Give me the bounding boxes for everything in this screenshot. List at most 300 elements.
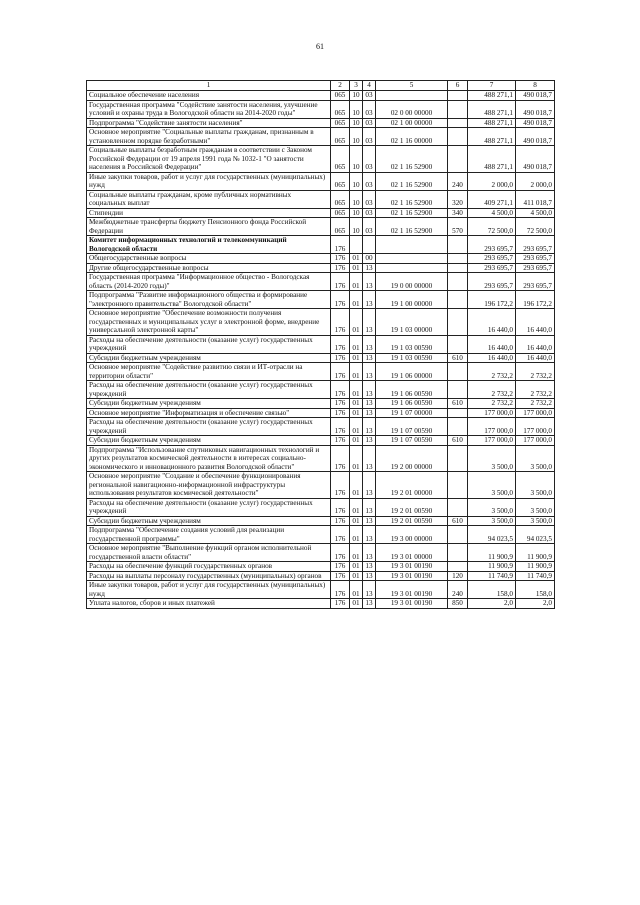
- col-expense-type: [448, 128, 468, 146]
- col-target-article: 02 1 16 52900: [376, 218, 448, 236]
- table-header-row: [87, 81, 555, 91]
- col-amount-year-1: 2 000,0: [468, 172, 516, 190]
- col-amount-year-2: 2 732,2: [516, 381, 555, 399]
- col-subsection: 03: [363, 208, 376, 218]
- row-name: Основное мероприятие "Создание и обеспечение функционирования региональной навигационно-информационной инфраструктуры использования результатов космической деятельности": [87, 472, 331, 499]
- col-amount-year-2: 16 440,0: [516, 335, 555, 353]
- col-target-article: 19 1 07 00590: [376, 436, 448, 446]
- col-expense-type: 340: [448, 208, 468, 218]
- row-name: Подпрограмма "Развитие информационного общества и формирование "электронного правительства" Вологодской области": [87, 291, 331, 309]
- col-amount-year-2: 177 000,0: [516, 418, 555, 436]
- row-name: Основное мероприятие "Выполнение функций органом исполнительной государственной власти области": [87, 544, 331, 562]
- table-row: [87, 254, 555, 264]
- budget-table: [86, 80, 555, 609]
- col-section: 01: [350, 273, 363, 291]
- col-section: 10: [350, 172, 363, 190]
- col-amount-year-2: 490 018,7: [516, 100, 555, 118]
- col-amount-year-1: 11 900,9: [468, 562, 516, 572]
- col-section: 10: [350, 190, 363, 208]
- column-header: 5: [376, 81, 448, 91]
- col-subsection: 13: [363, 263, 376, 273]
- col-expense-type: 320: [448, 190, 468, 208]
- col-amount-year-1: 488 271,1: [468, 146, 516, 173]
- col-subsection: 13: [363, 291, 376, 309]
- col-amount-year-2: 3 500,0: [516, 516, 555, 526]
- row-name: Стипендии: [87, 208, 331, 218]
- col-subsection: 03: [363, 118, 376, 128]
- row-name: Расходы на обеспечение деятельности (оказание услуг) государственных учреждений: [87, 381, 331, 399]
- table-row: [87, 190, 555, 208]
- col-amount-year-1: 158,0: [468, 581, 516, 599]
- col-amount-year-2: 177 000,0: [516, 436, 555, 446]
- col-section: 01: [350, 291, 363, 309]
- table-row: [87, 418, 555, 436]
- col-subsection: 13: [363, 335, 376, 353]
- col-amount-year-1: 3 500,0: [468, 516, 516, 526]
- table-row: [87, 218, 555, 236]
- col-target-article: 02 1 16 52900: [376, 146, 448, 173]
- table-row: [87, 363, 555, 381]
- col-amount-year-1: 3 500,0: [468, 472, 516, 499]
- col-subsection: 03: [363, 91, 376, 101]
- col-target-article: 19 1 03 00590: [376, 335, 448, 353]
- col-subsection: 13: [363, 381, 376, 399]
- col-target-article: 02 0 00 00000: [376, 100, 448, 118]
- col-section: 10: [350, 128, 363, 146]
- col-amount-year-1: 16 440,0: [468, 335, 516, 353]
- col-amount-year-2: 177 000,0: [516, 408, 555, 418]
- row-name: Межбюджетные трансферты бюджету Пенсионного фонда Российской Федерации: [87, 218, 331, 236]
- col-admin-code: 065: [331, 128, 350, 146]
- col-amount-year-1: 293 695,7: [468, 263, 516, 273]
- col-section: 01: [350, 544, 363, 562]
- col-section: 10: [350, 218, 363, 236]
- row-name: Государственная программа "Содействие занятости населения, улучшение условий и охраны труда в Вологодской области на 2014-2020 годы": [87, 100, 331, 118]
- col-expense-type: [448, 254, 468, 264]
- col-subsection: 13: [363, 399, 376, 409]
- table-row: [87, 236, 555, 254]
- table-row: [87, 544, 555, 562]
- col-admin-code: 065: [331, 118, 350, 128]
- row-name: Общегосударственные вопросы: [87, 254, 331, 264]
- col-amount-year-1: 3 500,0: [468, 445, 516, 472]
- col-section: 10: [350, 100, 363, 118]
- table-row: [87, 498, 555, 516]
- col-admin-code: 176: [331, 445, 350, 472]
- col-expense-type: 120: [448, 571, 468, 581]
- col-target-article: [376, 254, 448, 264]
- col-amount-year-2: 3 500,0: [516, 472, 555, 499]
- col-subsection: 13: [363, 408, 376, 418]
- col-admin-code: 065: [331, 100, 350, 118]
- col-subsection: 03: [363, 100, 376, 118]
- table-row: [87, 571, 555, 581]
- col-subsection: 13: [363, 436, 376, 446]
- col-amount-year-2: 490 018,7: [516, 91, 555, 101]
- table-row: [87, 273, 555, 291]
- col-expense-type: [448, 544, 468, 562]
- col-admin-code: 176: [331, 408, 350, 418]
- col-section: 10: [350, 91, 363, 101]
- col-amount-year-2: 293 695,7: [516, 263, 555, 273]
- col-subsection: 13: [363, 472, 376, 499]
- col-amount-year-2: 411 018,7: [516, 190, 555, 208]
- col-target-article: 19 2 00 00000: [376, 445, 448, 472]
- page-number: 61: [316, 42, 324, 51]
- col-amount-year-2: 196 172,2: [516, 291, 555, 309]
- col-subsection: 03: [363, 128, 376, 146]
- table-row: [87, 599, 555, 609]
- col-amount-year-1: 488 271,1: [468, 128, 516, 146]
- row-name: Подпрограмма "Использование спутниковых навигационных технологий и других результатов космической деятельности в интересах социально-экономического и инновационного развития Вологодской области": [87, 445, 331, 472]
- col-target-article: 02 1 00 00000: [376, 118, 448, 128]
- col-target-article: [376, 91, 448, 101]
- col-section: 10: [350, 146, 363, 173]
- row-name: Основное мероприятие "Обеспечение возможности получения государственных и муниципальных услуг в электронной форме, внедрение универсальной электронной карты": [87, 309, 331, 336]
- col-section: 01: [350, 399, 363, 409]
- col-admin-code: 065: [331, 218, 350, 236]
- col-section: 01: [350, 599, 363, 609]
- row-name: Субсидии бюджетным учреждениям: [87, 516, 331, 526]
- col-section: 01: [350, 516, 363, 526]
- col-expense-type: [448, 445, 468, 472]
- col-amount-year-1: 2 732,2: [468, 399, 516, 409]
- col-expense-type: [448, 498, 468, 516]
- table-row: [87, 472, 555, 499]
- row-name: Комитет информационных технологий и телекоммуникаций Вологодской области: [87, 236, 331, 254]
- col-expense-type: [448, 526, 468, 544]
- col-expense-type: 610: [448, 436, 468, 446]
- col-amount-year-2: 11 740,9: [516, 571, 555, 581]
- col-expense-type: 850: [448, 599, 468, 609]
- col-admin-code: 176: [331, 544, 350, 562]
- col-expense-type: [448, 291, 468, 309]
- col-amount-year-1: 488 271,1: [468, 118, 516, 128]
- col-subsection: 13: [363, 581, 376, 599]
- col-subsection: 13: [363, 353, 376, 363]
- col-amount-year-1: 2,0: [468, 599, 516, 609]
- col-admin-code: 176: [331, 363, 350, 381]
- row-name: Расходы на обеспечение деятельности (оказание услуг) государственных учреждений: [87, 335, 331, 353]
- col-amount-year-2: 490 018,7: [516, 128, 555, 146]
- col-subsection: 13: [363, 562, 376, 572]
- col-section: [350, 236, 363, 254]
- col-amount-year-1: 293 695,7: [468, 273, 516, 291]
- col-target-article: 19 1 00 00000: [376, 291, 448, 309]
- table-row: [87, 526, 555, 544]
- col-section: 01: [350, 445, 363, 472]
- col-amount-year-1: 409 271,1: [468, 190, 516, 208]
- col-subsection: 13: [363, 273, 376, 291]
- col-target-article: 19 2 01 00590: [376, 516, 448, 526]
- col-amount-year-2: 490 018,7: [516, 118, 555, 128]
- col-admin-code: 176: [331, 436, 350, 446]
- col-amount-year-2: 2 000,0: [516, 172, 555, 190]
- col-expense-type: [448, 381, 468, 399]
- row-name: Государственная программа "Информационное общество - Вологодская область (2014-2020 годы)": [87, 273, 331, 291]
- col-admin-code: 176: [331, 571, 350, 581]
- col-amount-year-2: 293 695,7: [516, 236, 555, 254]
- col-expense-type: [448, 100, 468, 118]
- col-amount-year-2: 293 695,7: [516, 254, 555, 264]
- col-expense-type: [448, 418, 468, 436]
- col-section: 01: [350, 381, 363, 399]
- col-expense-type: [448, 562, 468, 572]
- col-admin-code: 176: [331, 562, 350, 572]
- col-admin-code: 176: [331, 291, 350, 309]
- col-amount-year-2: 293 695,7: [516, 273, 555, 291]
- col-amount-year-1: 2 732,2: [468, 363, 516, 381]
- col-section: 01: [350, 571, 363, 581]
- col-section: 10: [350, 208, 363, 218]
- col-target-article: 02 1 16 52900: [376, 190, 448, 208]
- row-name: Подпрограмма "Содействие занятости населения": [87, 118, 331, 128]
- col-expense-type: [448, 146, 468, 173]
- col-amount-year-1: 488 271,1: [468, 100, 516, 118]
- col-amount-year-2: 158,0: [516, 581, 555, 599]
- table-row: [87, 172, 555, 190]
- col-target-article: 19 1 07 00000: [376, 408, 448, 418]
- col-amount-year-1: 196 172,2: [468, 291, 516, 309]
- table-row: [87, 562, 555, 572]
- col-subsection: 13: [363, 599, 376, 609]
- col-subsection: [363, 236, 376, 254]
- col-admin-code: 176: [331, 472, 350, 499]
- col-subsection: 13: [363, 418, 376, 436]
- col-amount-year-1: 177 000,0: [468, 418, 516, 436]
- col-expense-type: 240: [448, 172, 468, 190]
- table-row: [87, 335, 555, 353]
- col-subsection: 13: [363, 363, 376, 381]
- col-expense-type: 610: [448, 516, 468, 526]
- table-row: [87, 263, 555, 273]
- col-target-article: 02 1 16 52900: [376, 172, 448, 190]
- col-admin-code: 065: [331, 91, 350, 101]
- col-admin-code: 176: [331, 581, 350, 599]
- table-row: [87, 399, 555, 409]
- col-target-article: 19 2 01 00000: [376, 472, 448, 499]
- col-expense-type: 610: [448, 399, 468, 409]
- col-target-article: 19 1 03 00590: [376, 353, 448, 363]
- col-expense-type: [448, 273, 468, 291]
- col-amount-year-1: 2 732,2: [468, 381, 516, 399]
- col-admin-code: 065: [331, 172, 350, 190]
- col-amount-year-1: 11 900,9: [468, 544, 516, 562]
- col-expense-type: 570: [448, 218, 468, 236]
- row-name: Уплата налогов, сборов и иных платежей: [87, 599, 331, 609]
- col-subsection: 13: [363, 571, 376, 581]
- col-admin-code: 065: [331, 146, 350, 173]
- table-row: [87, 91, 555, 101]
- col-target-article: [376, 236, 448, 254]
- row-name: Другие общегосударственные вопросы: [87, 263, 331, 273]
- table-row: [87, 408, 555, 418]
- col-subsection: 03: [363, 146, 376, 173]
- col-expense-type: [448, 309, 468, 336]
- col-admin-code: 176: [331, 273, 350, 291]
- col-subsection: 13: [363, 445, 376, 472]
- column-header: 4: [363, 81, 376, 91]
- col-subsection: 03: [363, 172, 376, 190]
- col-section: 10: [350, 118, 363, 128]
- col-expense-type: [448, 118, 468, 128]
- col-target-article: 02 1 16 00000: [376, 128, 448, 146]
- col-admin-code: 176: [331, 254, 350, 264]
- col-expense-type: [448, 472, 468, 499]
- col-section: 01: [350, 418, 363, 436]
- col-section: 01: [350, 408, 363, 418]
- col-section: 01: [350, 436, 363, 446]
- col-amount-year-2: 3 500,0: [516, 498, 555, 516]
- col-target-article: 19 3 01 00190: [376, 599, 448, 609]
- column-header: 1: [87, 81, 331, 91]
- column-header: 3: [350, 81, 363, 91]
- col-target-article: 19 3 01 00000: [376, 544, 448, 562]
- col-section: 01: [350, 498, 363, 516]
- col-target-article: 19 2 01 00590: [376, 498, 448, 516]
- col-amount-year-2: 2 732,2: [516, 399, 555, 409]
- col-subsection: 13: [363, 309, 376, 336]
- col-amount-year-2: 490 018,7: [516, 146, 555, 173]
- table-row: [87, 208, 555, 218]
- table-row: [87, 436, 555, 446]
- col-subsection: 13: [363, 526, 376, 544]
- col-amount-year-2: 94 023,5: [516, 526, 555, 544]
- col-amount-year-2: 72 500,0: [516, 218, 555, 236]
- row-name: Основное мероприятие "Информатизация и обеспечение связью": [87, 408, 331, 418]
- col-amount-year-2: 2,0: [516, 599, 555, 609]
- col-target-article: 19 3 00 00000: [376, 526, 448, 544]
- table-row: [87, 146, 555, 173]
- col-subsection: 03: [363, 218, 376, 236]
- col-amount-year-2: 11 900,9: [516, 562, 555, 572]
- column-header: 6: [448, 81, 468, 91]
- table-row: [87, 353, 555, 363]
- col-amount-year-2: 2 732,2: [516, 363, 555, 381]
- col-admin-code: 176: [331, 381, 350, 399]
- col-section: 01: [350, 472, 363, 499]
- col-expense-type: 610: [448, 353, 468, 363]
- col-target-article: 19 3 01 00190: [376, 571, 448, 581]
- table-row: [87, 381, 555, 399]
- row-name: Иные закупки товаров, работ и услуг для государственных (муниципальных) нужд: [87, 581, 331, 599]
- row-name: Расходы на выплаты персоналу государственных (муниципальных) органов: [87, 571, 331, 581]
- row-name: Расходы на обеспечение деятельности (оказание услуг) государственных учреждений: [87, 498, 331, 516]
- table-row: [87, 291, 555, 309]
- col-target-article: 19 1 06 00590: [376, 381, 448, 399]
- row-name: Социальные выплаты гражданам, кроме публичных нормативных социальных выплат: [87, 190, 331, 208]
- row-name: Субсидии бюджетным учреждениям: [87, 436, 331, 446]
- row-name: Подпрограмма "Обеспечение создания условий для реализации государственной программы": [87, 526, 331, 544]
- col-amount-year-1: 177 000,0: [468, 408, 516, 418]
- row-name: Основное мероприятие "Социальные выплаты гражданам, признанным в установленном порядке безработными": [87, 128, 331, 146]
- col-amount-year-1: 4 500,0: [468, 208, 516, 218]
- col-target-article: 02 1 16 52900: [376, 208, 448, 218]
- col-admin-code: 065: [331, 208, 350, 218]
- col-admin-code: 176: [331, 418, 350, 436]
- row-name: Социальное обеспечение населения: [87, 91, 331, 101]
- row-name: Субсидии бюджетным учреждениям: [87, 353, 331, 363]
- col-expense-type: 240: [448, 581, 468, 599]
- col-expense-type: [448, 91, 468, 101]
- col-expense-type: [448, 408, 468, 418]
- table-row: [87, 581, 555, 599]
- col-subsection: 13: [363, 516, 376, 526]
- table-row: [87, 128, 555, 146]
- col-section: 01: [350, 363, 363, 381]
- col-expense-type: [448, 363, 468, 381]
- row-name: Социальные выплаты безработным гражданам в соответствии с Законом Российской Федерации от 19 апреля 1991 года № 1032-1 "О занятости населения в Российской Федерации": [87, 146, 331, 173]
- col-section: 01: [350, 263, 363, 273]
- table-row: [87, 118, 555, 128]
- col-target-article: 19 1 07 00590: [376, 418, 448, 436]
- table-row: [87, 445, 555, 472]
- row-name: Субсидии бюджетным учреждениям: [87, 399, 331, 409]
- col-section: 01: [350, 309, 363, 336]
- col-amount-year-2: 4 500,0: [516, 208, 555, 218]
- col-admin-code: 176: [331, 309, 350, 336]
- col-section: 01: [350, 581, 363, 599]
- col-target-article: 19 0 00 00000: [376, 273, 448, 291]
- column-header: 7: [468, 81, 516, 91]
- col-amount-year-1: 11 740,9: [468, 571, 516, 581]
- col-section: 01: [350, 353, 363, 363]
- table-row: [87, 100, 555, 118]
- column-header: 2: [331, 81, 350, 91]
- col-subsection: 00: [363, 254, 376, 264]
- col-subsection: 13: [363, 544, 376, 562]
- col-admin-code: 176: [331, 526, 350, 544]
- col-subsection: 13: [363, 498, 376, 516]
- col-expense-type: [448, 236, 468, 254]
- col-target-article: [376, 263, 448, 273]
- row-name: Расходы на обеспечение функций государственных органов: [87, 562, 331, 572]
- col-admin-code: 176: [331, 599, 350, 609]
- col-section: 01: [350, 562, 363, 572]
- col-admin-code: 176: [331, 236, 350, 254]
- col-amount-year-1: 293 695,7: [468, 236, 516, 254]
- col-target-article: 19 1 06 00590: [376, 399, 448, 409]
- col-target-article: 19 1 06 00000: [376, 363, 448, 381]
- col-amount-year-2: 16 440,0: [516, 353, 555, 363]
- col-amount-year-1: 177 000,0: [468, 436, 516, 446]
- col-admin-code: 176: [331, 353, 350, 363]
- col-admin-code: 176: [331, 399, 350, 409]
- col-subsection: 03: [363, 190, 376, 208]
- row-name: Иные закупки товаров, работ и услуг для государственных (муниципальных) нужд: [87, 172, 331, 190]
- col-admin-code: 176: [331, 263, 350, 273]
- row-name: Расходы на обеспечение деятельности (оказание услуг) государственных учреждений: [87, 418, 331, 436]
- col-amount-year-1: 16 440,0: [468, 353, 516, 363]
- column-header: 8: [516, 81, 555, 91]
- col-target-article: 19 3 01 00190: [376, 581, 448, 599]
- col-section: 01: [350, 335, 363, 353]
- col-target-article: 19 3 01 00190: [376, 562, 448, 572]
- col-amount-year-1: 72 500,0: [468, 218, 516, 236]
- col-section: 01: [350, 526, 363, 544]
- col-expense-type: [448, 335, 468, 353]
- col-amount-year-1: 293 695,7: [468, 254, 516, 264]
- col-amount-year-2: 11 900,9: [516, 544, 555, 562]
- col-admin-code: 176: [331, 516, 350, 526]
- row-name: Основное мероприятие "Содействие развитию связи и ИТ-отрасли на территории области": [87, 363, 331, 381]
- col-amount-year-2: 3 500,0: [516, 445, 555, 472]
- col-amount-year-1: 94 023,5: [468, 526, 516, 544]
- col-expense-type: [448, 263, 468, 273]
- col-amount-year-2: 16 440,0: [516, 309, 555, 336]
- col-target-article: 19 1 03 00000: [376, 309, 448, 336]
- col-amount-year-1: 488 271,1: [468, 91, 516, 101]
